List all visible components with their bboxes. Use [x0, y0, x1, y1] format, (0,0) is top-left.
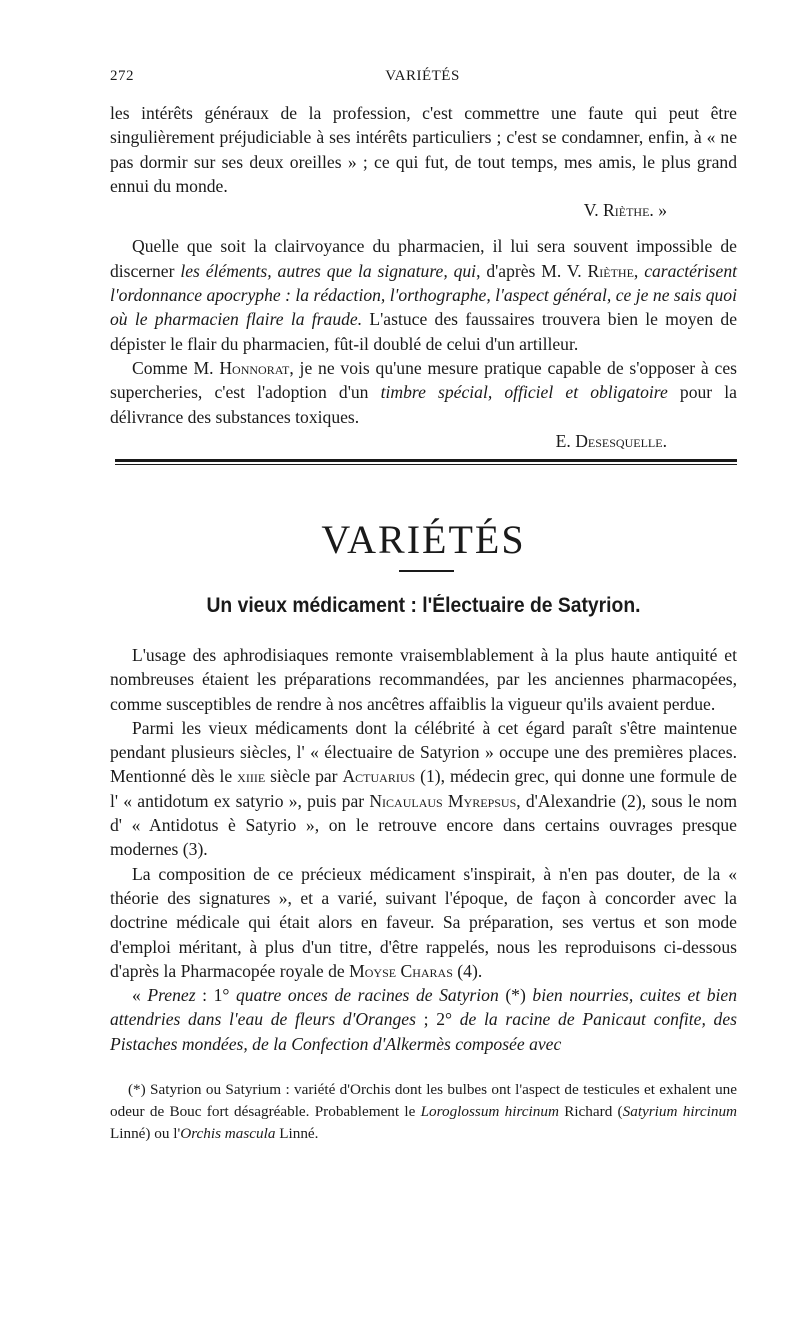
footnote-text: (*) Satyrion ou Satyrium : variété d'Orchis dont les bulbes ont l'aspect de testicules et exhalent une odeur de Bouc fort désagréable. Probablement le Loroglossum hircinum Richard (Satyrium hircinum Linné) ou l'Orchis mascula Linné. — [110, 1081, 738, 1142]
signature-desesquelle: E. Desesquelle. — [555, 430, 667, 451]
paragraph-clairvoyance: Quelle que soit la clairvoyance du pharmacien, il lui sera souvent impossible de discerner les éléments, autres que la signature, qui, d'après M. V. Rièthe, caractérisent l'ordonnance apocryphe : la rédaction, l'orthographe, l'aspect général, ce je ne sais quoi où le pharmacien flaire la fraude. L'astuce des faussaires trouvera bien le moyen de dépister le flair du pharmacien, fût-il doublé de celui d'un artilleur. — [110, 236, 738, 354]
article-body — [110, 643, 737, 1056]
page-number: 272 — [110, 68, 134, 84]
paragraph-vieux-medicaments: Parmi les vieux médicaments dont la célébrité à cet égard paraît s'être maintenue pendant plusieurs siècles, l' « électuaire de Satyrion » occupe une des premières places. Mentionné dès le xiiie siècle par Actuarius (1), médecin grec, qui donne une formule de l' « antidotum ex satyrio », puis par Nicaulaus Myrepsus, d'Alexandrie (2), sous le nom d' « Antidotus è Satyrio », on le retrouve encore dans certains ouvrages presque modernes (3). — [110, 717, 737, 860]
section-divider-thin — [115, 464, 737, 465]
section-title: VARIÉTÉS — [321, 517, 526, 562]
footnote — [110, 1079, 737, 1145]
section-divider-thick — [115, 459, 737, 462]
paragraph-composition: La composition de ce précieux médicament s'inspirait, à n'en pas douter, de la « théorie des signatures », et a varié, suivant l'époque, de façon à concorder avec la doctrine médicale qui était alors en faveur. Sa préparation, ses vertus et son mode d'emploi méritant, à plus d'un titre, d'être rappelés, nous les reproduisons ci-dessous d'après la Pharmacopée royale de Moyse Charas (4). — [110, 863, 737, 981]
paragraph-honnorat: Comme M. Honnorat, je ne vois qu'une mesure pratique capable de s'opposer à ces supercheries, c'est l'adoption d'un timbre spécial, officiel et obligatoire pour la délivrance des substances toxiques. — [110, 357, 737, 427]
signature-riethe: V. Rièthe. » — [583, 200, 667, 221]
title-underline — [399, 570, 454, 572]
top-section — [110, 101, 737, 453]
paragraph-aphrodisiaques: L'usage des aphrodisiaques remonte vraisemblablement à la plus haute antiquité et nombreuses étaient les préparations recommandées, par les anciennes pharmacopées, comme susceptibles de rendre à nos ancêtres affaiblis la vigueur qu'ils avaient perdue. — [110, 645, 737, 714]
paragraph-continued: les intérêts généraux de la profession, c'est commettre une faute qui peut être singulièrement préjudiciable à ses intérêts particuliers ; c'est se condamner, enfin, à « ne pas dormir sur ses deux oreilles » ; ce qui fut, de tout temps, mes amis, le plus grand ennui du monde. — [110, 103, 737, 196]
paragraph-prenez: « Prenez : 1° quatre onces de racines de Satyrion (*) bien nourries, cuites et bien attendries dans l'eau de fleurs d'Oranges ; 2° de la racine de Panicaut confite, des Pistaches mondées, de la Confection d'Alkermès composée avec — [110, 985, 737, 1054]
article-subtitle: Un vieux médicament : l'Électuaire de Satyrion. — [206, 594, 641, 617]
page-header — [110, 68, 735, 90]
running-title: VARIÉTÉS — [385, 68, 460, 84]
